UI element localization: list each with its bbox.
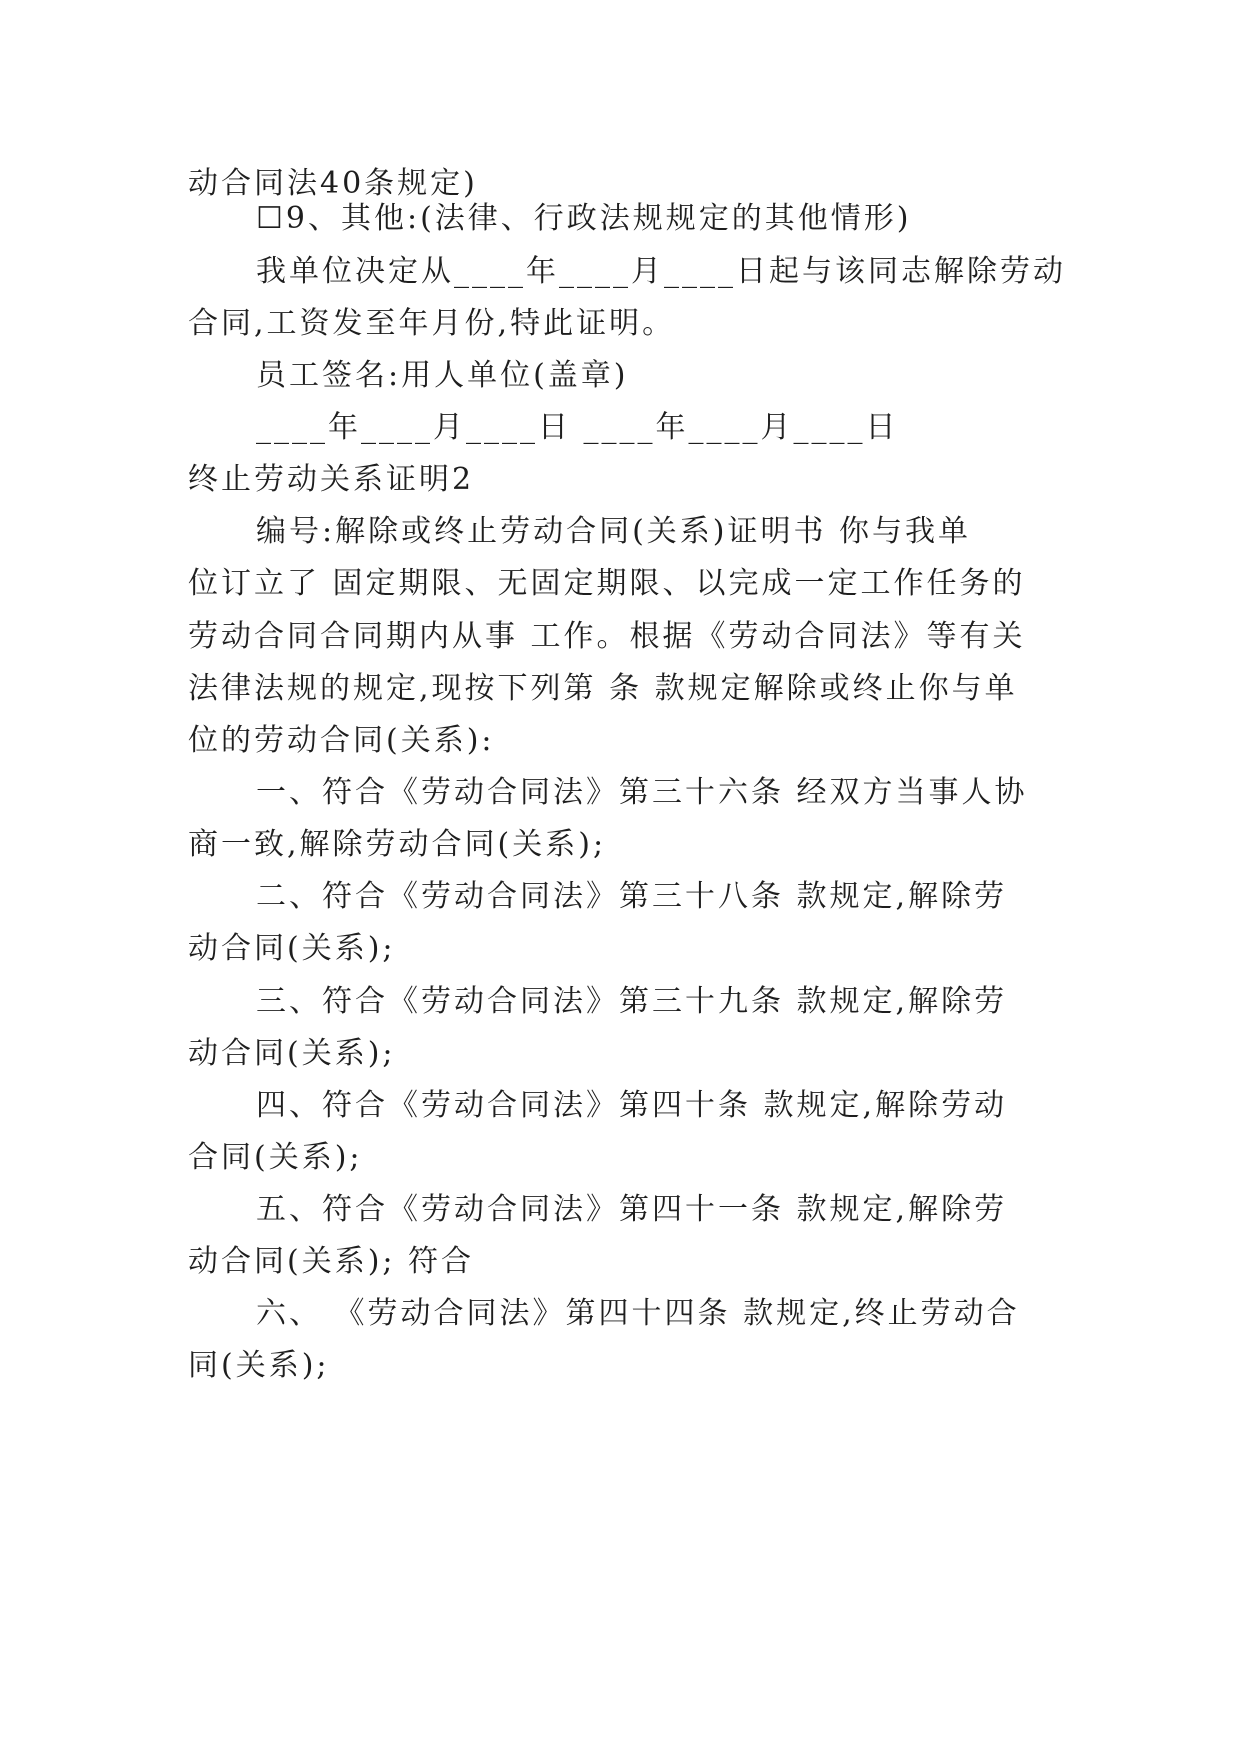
section-title: 终止劳动关系证明2 (188, 462, 475, 497)
text-line: 四、符合《劳动合同法》第四十条 款规定,解除劳动 (256, 1088, 1008, 1123)
text-line: 员工签名:用人单位(盖章) (256, 358, 629, 393)
text-line: 动合同法40条规定) (188, 166, 478, 201)
text-line: 商一致,解除劳动合同(关系); (188, 827, 607, 862)
text-line: 三、符合《劳动合同法》第三十九条 款规定,解除劳 (256, 984, 1008, 1019)
text-line: 动合同(关系); (188, 1036, 396, 1071)
text-line: 六、 《劳动合同法》第四十四条 款规定,终止劳动合 (256, 1296, 1020, 1331)
text-line: 五、符合《劳动合同法》第四十一条 款规定,解除劳 (256, 1192, 1008, 1227)
text-line: 法律法规的规定,现按下列第 条 款规定解除或终止你与单 (188, 671, 1018, 706)
text-line: 位的劳动合同(关系): (188, 723, 495, 758)
text-line: 位订立了 固定期限、无固定期限、以完成一定工作任务的 (188, 566, 1026, 601)
text-line: 劳动合同合同期内从事 工作。根据《劳动合同法》等有关 (188, 619, 1026, 654)
signature-date-line: ____年____月____日 ____年____月____日 (256, 410, 899, 445)
text-line: 我单位决定从____年____月____日起与该同志解除劳动 (256, 254, 1066, 289)
text-line: 动合同(关系); (188, 931, 396, 966)
text-line: ☐9、其他:(法律、行政法规规定的其他情形) (256, 201, 912, 236)
text-line: 合同(关系); (188, 1140, 363, 1175)
text-line: 编号:解除或终止劳动合同(关系)证明书 你与我单 (256, 514, 972, 549)
text-line: 二、符合《劳动合同法》第三十八条 款规定,解除劳 (256, 879, 1008, 914)
text-line: 一、符合《劳动合同法》第三十六条 经双方当事人协 (256, 775, 1028, 810)
text-line: 合同,工资发至年月份,特此证明。 (188, 306, 676, 341)
text-line: 同(关系); (188, 1348, 330, 1383)
text-line: 动合同(关系); 符合 (188, 1244, 475, 1279)
